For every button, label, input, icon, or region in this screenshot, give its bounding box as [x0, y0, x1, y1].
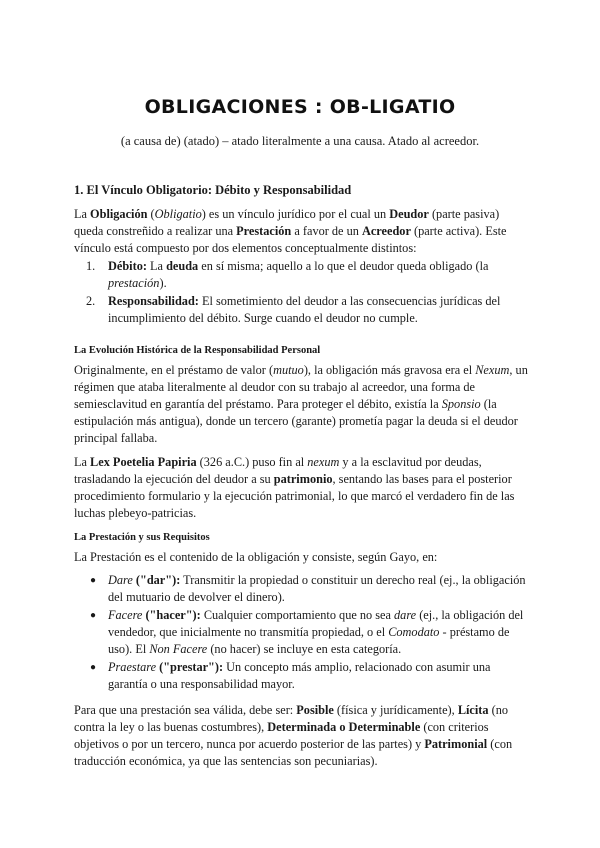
list-item: ● Praestare ("prestar"): Un concepto más amplio, relacionado con asumir una garantía o una responsabilidad mayor. [90, 660, 491, 691]
bullet-icon: ● [90, 575, 97, 586]
document-subtitle: (a causa de) (atado) – atado literalmente a una causa. Atado al acreedor. [120, 134, 480, 148]
bullet-icon: ● [90, 662, 97, 673]
section-heading-vinculo: 1. El Vínculo Obligatorio: Débito y Responsabilidad [74, 183, 352, 197]
elements-list [86, 258, 530, 328]
list-item: 2. Responsabilidad: El sometimiento del deudor a las consecuencias jurídicas del incumplimiento del débito. Surge cuando el deudor no cumple. [86, 294, 501, 325]
section-heading-evolucion: La Evolución Histórica de la Responsabilidad Personal [74, 345, 321, 356]
paragraph-nexum: Originalmente, en el préstamo de valor (mutuo), la obligación más gravosa era el Nexum, un régimen que ataba literalmente al deudor con su trabajo al acreedor, una forma de semiesclavitud en garantía del préstamo. Para proteger el débito, existía la Sponsio (la estipulación más antigua), donde un tercero (garante) prometía pagar la deuda si el deudor principal fallaba. [74, 363, 528, 445]
prestacion-types-list [86, 572, 530, 694]
bullet-icon: ● [90, 610, 97, 621]
paragraph-requisitos: Para que una prestación sea válida, debe ser: Posible (física y jurídicamente), Lícita (no contra la ley o las buenas costumbres), Determinada o Determinable (con criterios objetivos o por un tercero, nunca por acuerdo posterior de las partes) y Patrimonial (con traducción económica, ya que las sentencias son pecuniarias). [74, 703, 513, 768]
list-item: 1. Débito: La deuda en sí misma; aquello a lo que el deudor queda obligado (la prestación). [86, 259, 489, 290]
list-item: ● Dare ("dar"): Transmitir la propiedad o constituir un derecho real (ej., la obligación del mutuario de devolver el dinero). [90, 573, 526, 604]
list-item: ● Facere ("hacer"): Cualquier comportamiento que no sea dare (ej., la obligación del vendedor, que inicialmente no transmitía propiedad, o el Comodato - préstamo de uso). El Non Facere (no hacer) se incluye en esta categoría. [90, 608, 524, 656]
paragraph-obligacion: La Obligación (Obligatio) es un vínculo jurídico por el cual un Deudor (parte pasiva) queda constreñido a realizar una Prestación a favor de un Acreedor (parte activa). Este vínculo está compuesto por dos elementos conceptualmente distintos: [74, 207, 507, 255]
section-heading-prestacion: La Prestación y sus Requisitos [74, 532, 210, 543]
document-title: OBLIGACIONES : OB-LIGATIO [144, 96, 456, 118]
paragraph-prestacion-intro: La Prestación es el contenido de la obligación y consiste, según Gayo, en: [74, 550, 438, 564]
paragraph-lex-poetelia: La Lex Poetelia Papiria (326 a.C.) puso fin al nexum y a la esclavitud por deudas, trasladando la ejecución del deudor a su patrimonio, sentando las bases para el posterior procedimiento formulario y la ejecución patrimonial, lo que marcó el verdadero fin de las luchas plebeyo-patricias. [74, 455, 515, 520]
